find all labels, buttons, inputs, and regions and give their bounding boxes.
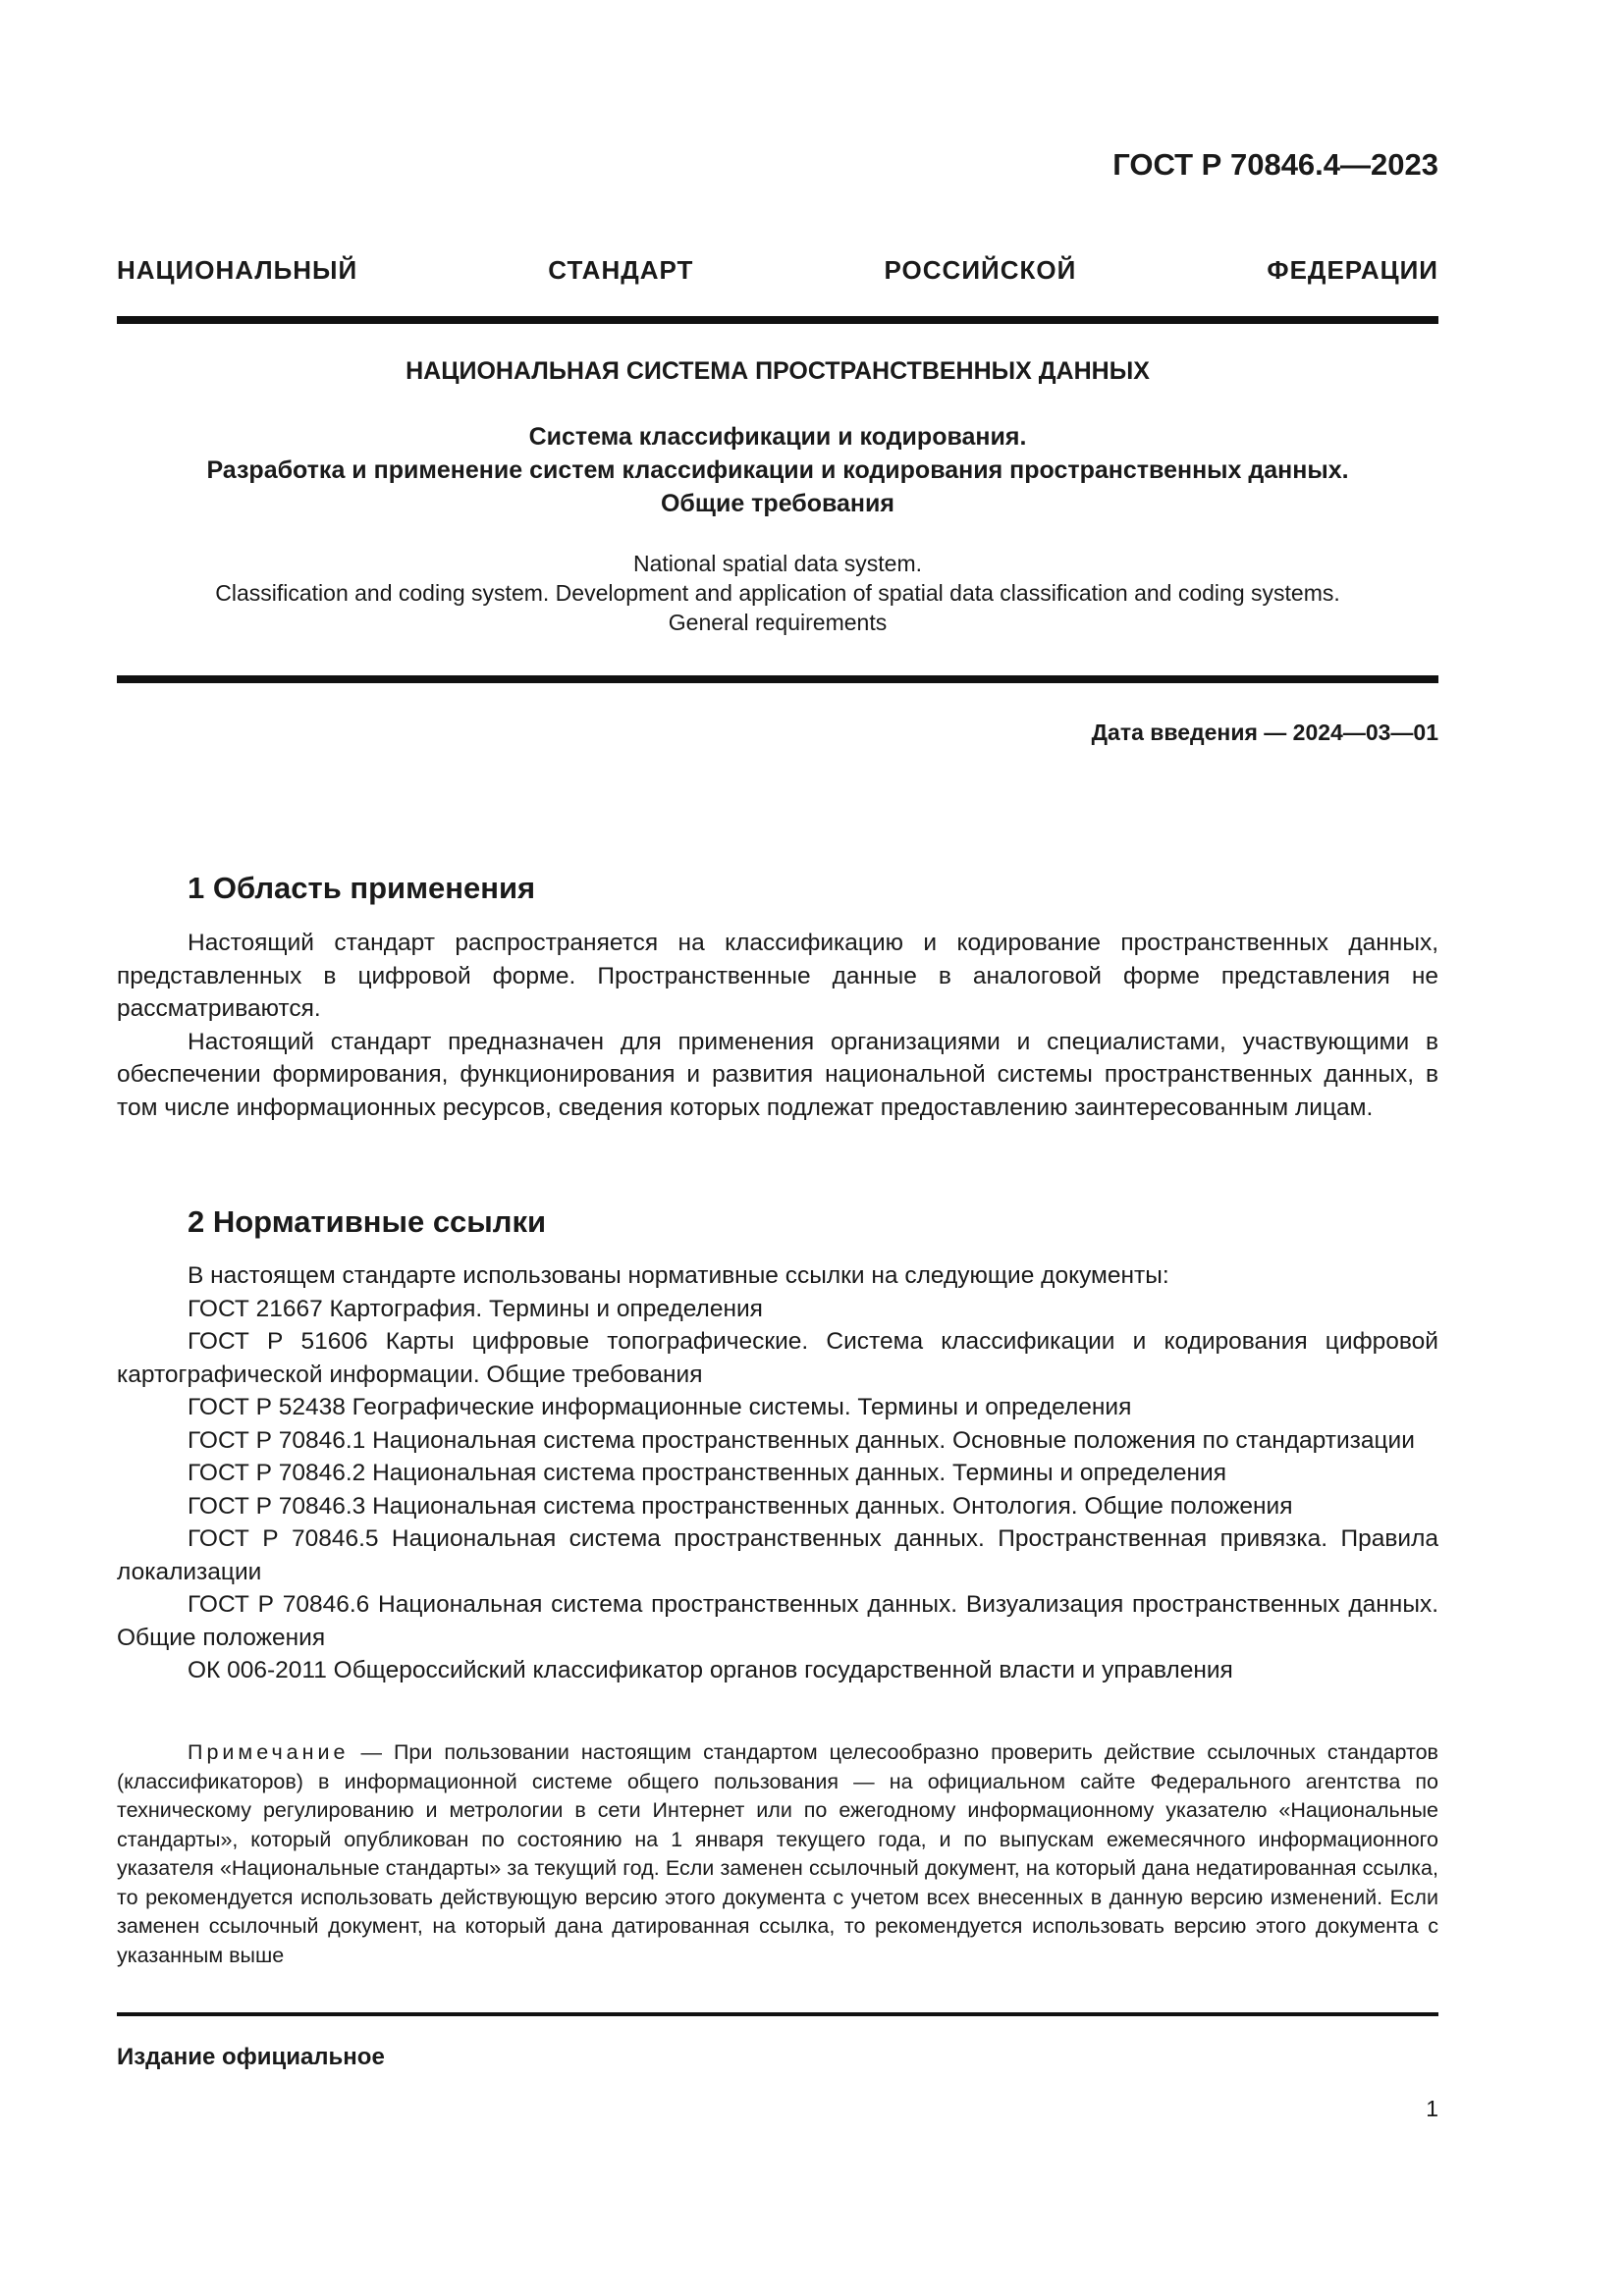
note-label: Примечание bbox=[188, 1740, 350, 1764]
reference-item: ОК 006-2011 Общероссийский классификатор органов государственной власти и управления bbox=[188, 1657, 1233, 1683]
national-standard-banner: НАЦИОНАЛЬНЫЙ СТАНДАРТ РОССИЙСКОЙ ФЕДЕРАЦИИ bbox=[117, 255, 1438, 285]
reference-item: ГОСТ Р 70846.5 Национальная система пространственных данных. Пространственная привязка. Правила локализации bbox=[117, 1525, 1438, 1585]
title-english bbox=[117, 549, 1438, 637]
reference-item: ГОСТ Р 70846.2 Национальная система пространственных данных. Термины и определения bbox=[188, 1460, 1226, 1486]
document-code: ГОСТ Р 70846.4—2023 bbox=[1112, 147, 1438, 182]
title-english-line: Classification and coding system. Development and application of spatial data classification and coding systems. bbox=[215, 580, 1340, 606]
paragraph: В настоящем стандарте использованы нормативные ссылки на следующие документы: bbox=[188, 1262, 1169, 1289]
reference-item: ГОСТ Р 52438 Географические информационные системы. Термины и определения bbox=[188, 1394, 1132, 1420]
title-subtitle-line: Разработка и применение систем классификации и кодирования пространственных данных. bbox=[206, 456, 1349, 484]
reference-item: ГОСТ Р 70846.1 Национальная система пространственных данных. Основные положения по стандартизации bbox=[188, 1426, 1415, 1454]
reference-item: ГОСТ Р 51606 Карты цифровые топографические. Система классификации и кодирования цифровой картографической информации. Общие требования bbox=[117, 1328, 1438, 1388]
bottom-rule bbox=[117, 2012, 1438, 2016]
title-subtitle-line: Система классификации и кодирования. bbox=[528, 423, 1027, 451]
title-subtitle bbox=[117, 420, 1438, 520]
introduction-date: Дата введения — 2024—03—01 bbox=[1091, 720, 1438, 745]
note bbox=[117, 1738, 1438, 1970]
note-text: При пользовании настоящим стандартом целесообразно проверить действие ссылочных стандартов (классификаторов) в информационной системе общего пользования — на официальном сайте Федерального агентства по техническому регулированию и метрологии в сети Интернет или по ежегодному информационному указателю «Национальные стандарты», который опубликован по состоянию на 1 января текущего года, и по выпускам ежемесячного информационного указателя «Национальные стандарты» за текущий год. Если заменен ссылочный документ, на который дана недатированная ссылка, то рекомендуется использовать действующую версию этого документа с учетом всех внесенных в данную версию изменений. Если заменен ссылочный документ, на который дана датированная ссылка, то рекомендуется использовать версию этого документа с указанным выше bbox=[117, 1740, 1438, 1967]
middle-rule bbox=[117, 675, 1438, 683]
page-number: 1 bbox=[1426, 2096, 1438, 2121]
title-english-line: General requirements bbox=[668, 610, 888, 635]
edition-label: Издание официальное bbox=[117, 2044, 385, 2070]
reference-item: ГОСТ Р 70846.3 Национальная система пространственных данных. Онтология. Общие положения bbox=[188, 1492, 1293, 1520]
section-heading-normative-references: 2 Нормативные ссылки bbox=[188, 1204, 547, 1239]
reference-item: ГОСТ 21667 Картография. Термины и определения bbox=[188, 1295, 763, 1322]
section-heading-scope: 1 Область применения bbox=[188, 871, 536, 905]
title-english-line: National spatial data system. bbox=[632, 551, 923, 576]
title-subtitle-line: Общие требования bbox=[660, 490, 894, 517]
top-rule bbox=[117, 316, 1438, 324]
section-scope-body bbox=[117, 927, 1438, 1124]
section-references-body bbox=[117, 1259, 1438, 1687]
title-main: НАЦИОНАЛЬНАЯ СИСТЕМА ПРОСТРАНСТВЕННЫХ ДАННЫХ bbox=[406, 357, 1150, 385]
paragraph: Настоящий стандарт распространяется на классификацию и кодирование пространственных данных, представленных в цифровой форме. Пространственные данные в аналоговой форме представления не рассматриваются. bbox=[117, 930, 1438, 1022]
note-dash: — bbox=[349, 1740, 394, 1764]
reference-item: ГОСТ Р 70846.6 Национальная система пространственных данных. Визуализация пространственных данных. Общие положения bbox=[117, 1591, 1438, 1651]
paragraph: Настоящий стандарт предназначен для применения организациями и специалистами, участвующими в обеспечении формирования, функционирования и развития национальной системы пространственных данных, в том числе информационных ресурсов, сведения которых подлежат предоставлению заинтересованным лицам. bbox=[117, 1028, 1438, 1121]
